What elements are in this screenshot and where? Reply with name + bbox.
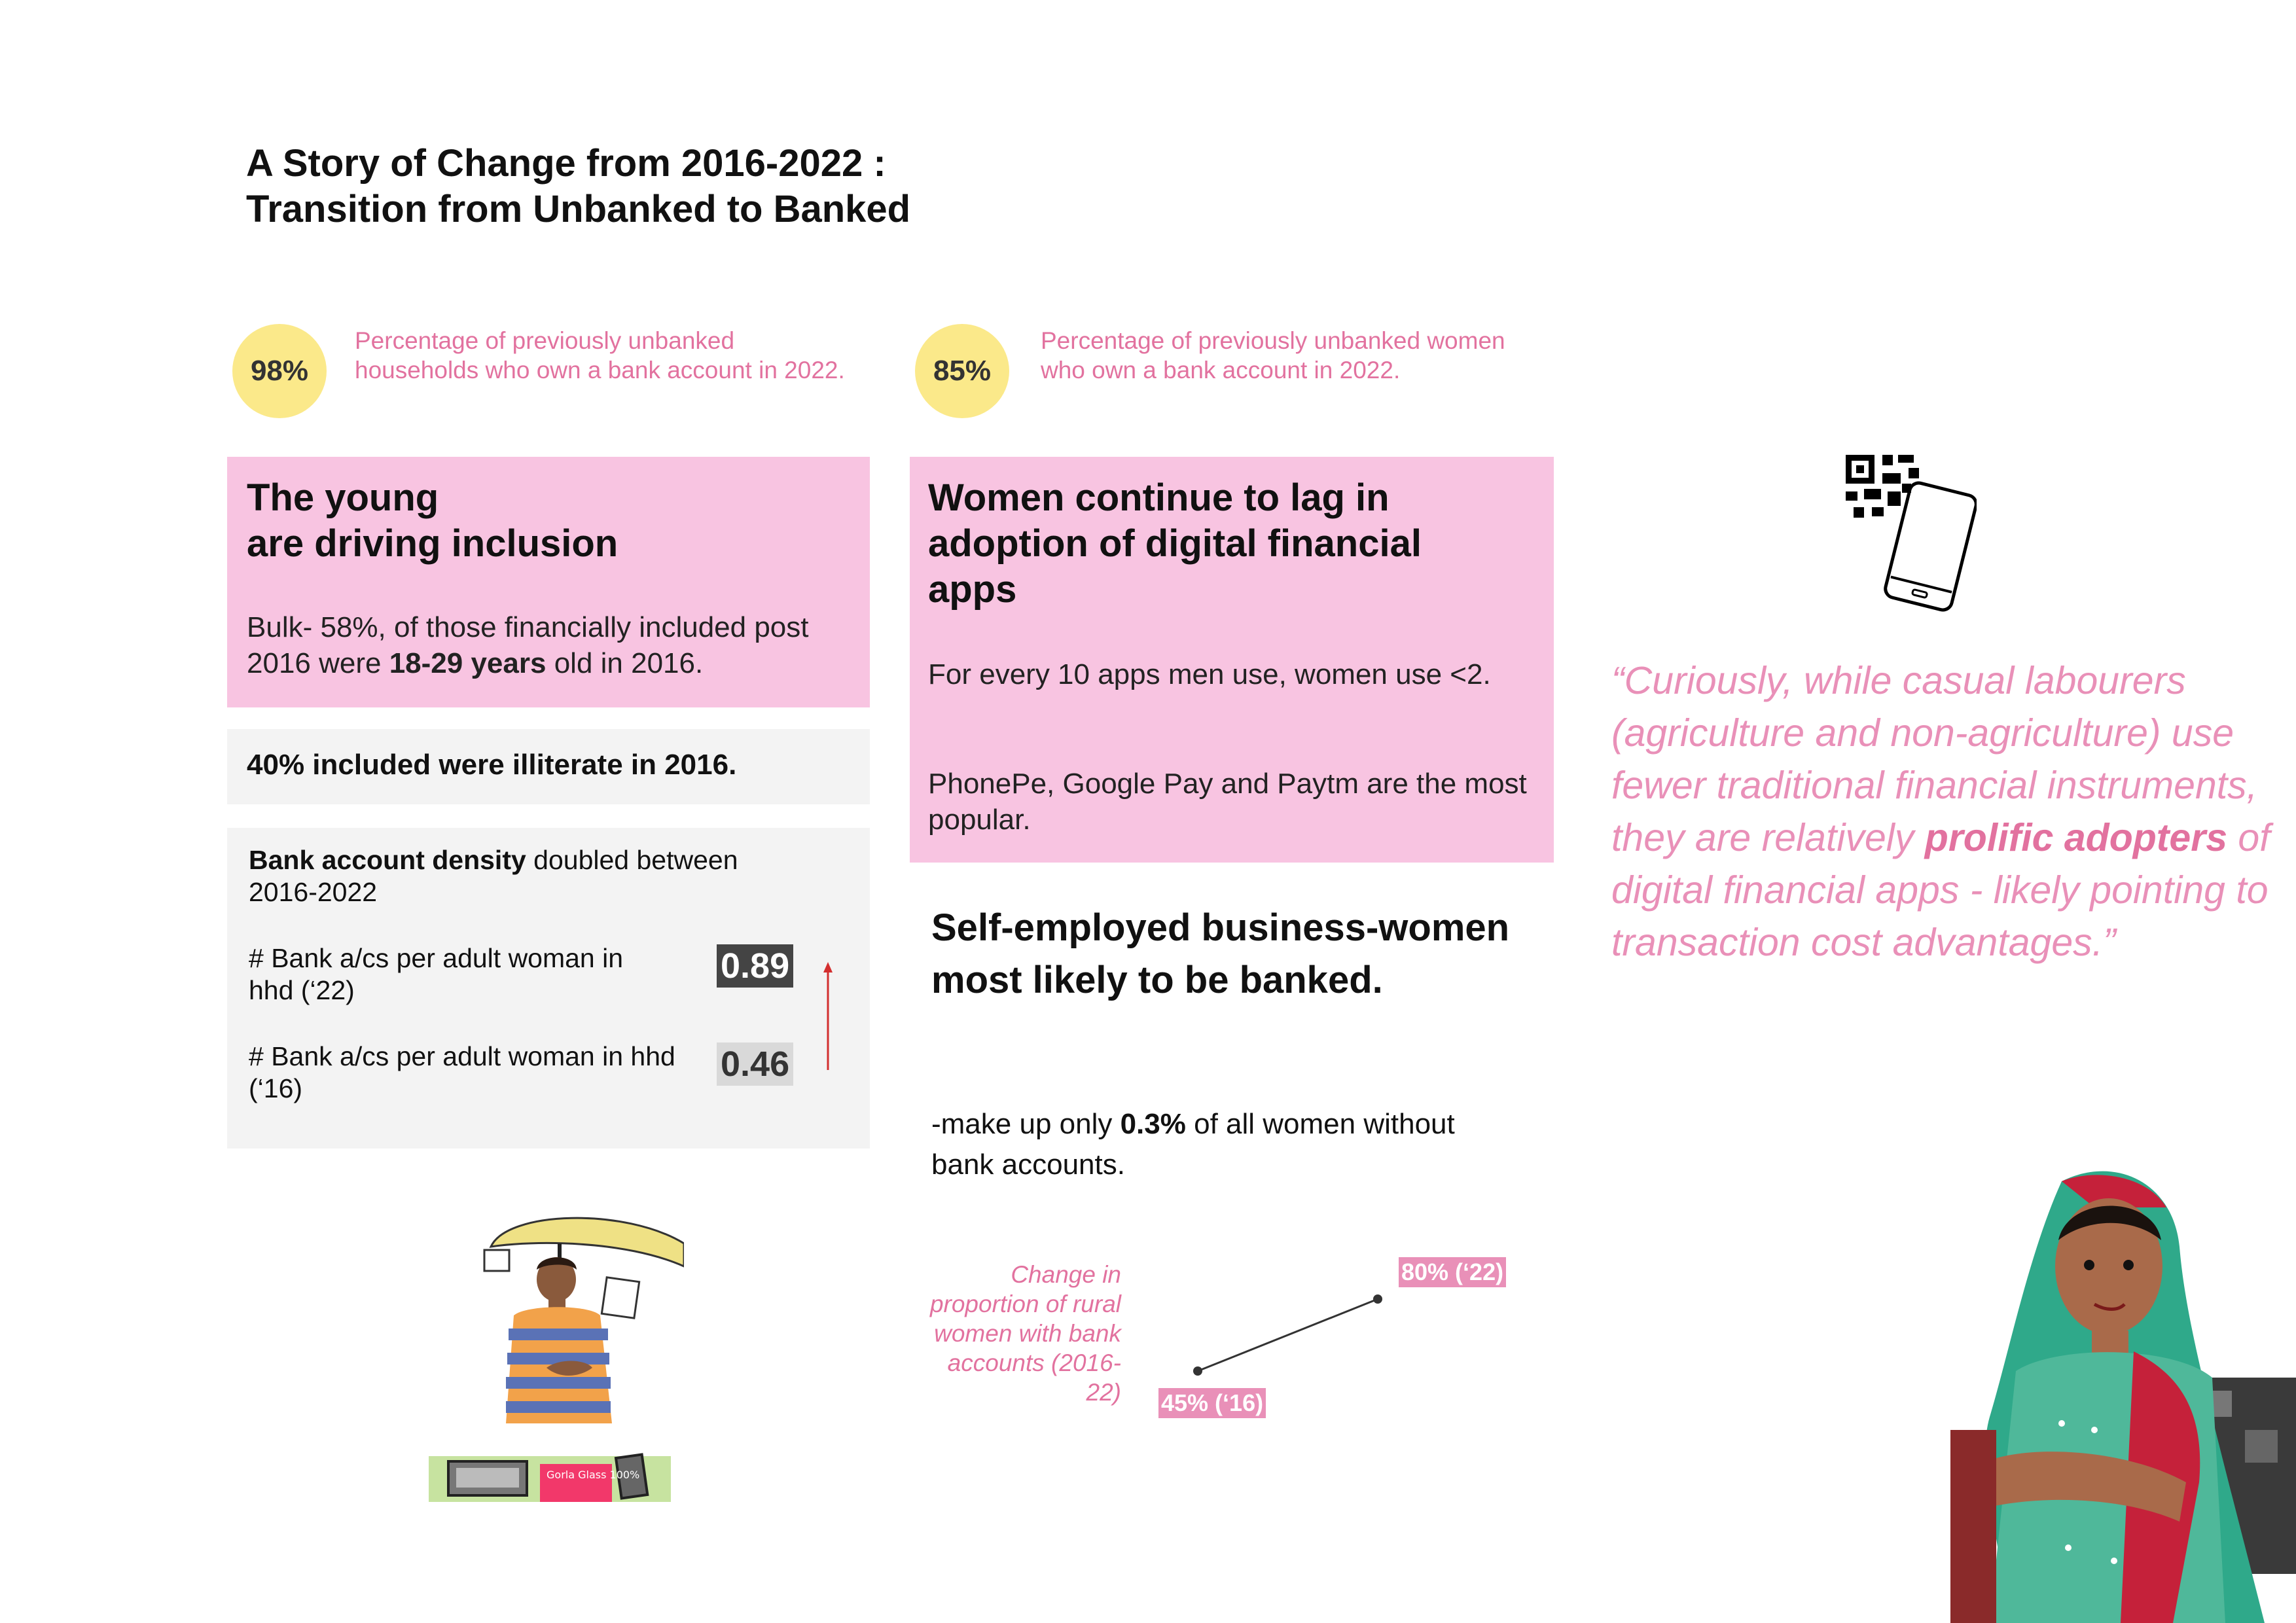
stat-description-households: Percentage of previously unbanked households who own a bank account in 2022.	[355, 327, 845, 383]
stat-circle-women	[915, 324, 1009, 418]
women-body-popular: PhonePe, Google Pay and Paytm are the most popular.	[928, 768, 1527, 836]
metric-label-2022: # Bank a/cs per adult woman in hhd (‘22)	[249, 943, 624, 1005]
women-body-apps: For every 10 apps men use, women use <2.	[928, 658, 1491, 690]
illiterate-text: 40% included were illiterate in 2016.	[247, 749, 737, 781]
stat-description-women: Percentage of previously unbanked women who own a bank account in 2022.	[1041, 327, 1505, 383]
density-heading	[249, 844, 746, 908]
metric-value-2016: 0.46	[717, 1043, 793, 1086]
density-box	[227, 828, 870, 1149]
page-title	[246, 141, 910, 232]
young-heading-line-1: The young	[247, 476, 439, 519]
self-employed-body-end: of all women without bank accounts.	[931, 1108, 1455, 1181]
increase-arrow-icon	[818, 962, 838, 1073]
vendor-sign-text: Gorla Glass 100%	[547, 1469, 640, 1481]
series-line	[1198, 1299, 1378, 1371]
self-employed-heading: Self-employed business-women most likely to be banked.	[931, 906, 1510, 1001]
density-heading-bold: Bank account density	[249, 845, 526, 875]
stat-value: 98%	[250, 355, 309, 387]
quote-emphasis: prolific adopters	[1924, 816, 2228, 859]
title-line-1: A Story of Change from 2016-2022 :	[246, 142, 886, 185]
quote-text: “Curiously, while casual labourers (agriculture and non-agriculture) use fewer traditional financial instruments, they are relatively	[1611, 659, 2258, 859]
young-heading	[247, 475, 849, 567]
women-apps-box	[910, 457, 1554, 863]
data-label-2016: 45% (‘16)	[1158, 1388, 1266, 1418]
quote-text-end: of digital financial apps - likely pointing to transaction cost advantages.”	[1611, 816, 2270, 964]
women-heading: Women continue to lag in adoption of digital financial apps	[928, 476, 1422, 611]
self-employed-body-text: -make up only	[931, 1108, 1121, 1140]
metric-label-2016: # Bank a/cs per adult woman in hhd (‘16)	[249, 1041, 675, 1103]
woman-illustration	[1898, 1155, 2296, 1623]
street-vendor-illustration	[429, 1207, 684, 1502]
young-heading-line-2: are driving inclusion	[247, 522, 619, 565]
title-line-2: Transition from Unbanked to Banked	[246, 188, 911, 230]
young-inclusion-box	[227, 457, 870, 707]
stat-value: 85%	[933, 355, 992, 387]
young-body-bold: 18-29 years	[389, 647, 547, 679]
stat-circle-households	[232, 324, 327, 418]
young-body-text-end: old in 2016.	[546, 647, 704, 679]
density-heading-rest: doubled between 2016-2022	[249, 845, 738, 907]
self-employed-body	[931, 1104, 1468, 1185]
young-body-text: Bulk- 58%, of those financially included post 2016 were	[247, 611, 809, 679]
data-label-2022: 80% (‘22)	[1399, 1257, 1506, 1287]
data-point-2016	[1193, 1366, 1202, 1376]
self-employed-body-bold: 0.3%	[1120, 1108, 1186, 1140]
qr-phone-icon	[1846, 455, 1977, 612]
pull-quote	[1611, 654, 2272, 969]
illiterate-box	[227, 729, 870, 804]
chart-title: Change in proportion of rural women with bank accounts (2016-22)	[929, 1261, 1121, 1406]
metric-value-2022: 0.89	[717, 944, 793, 988]
data-point-2022	[1373, 1294, 1382, 1304]
young-body	[247, 609, 855, 681]
